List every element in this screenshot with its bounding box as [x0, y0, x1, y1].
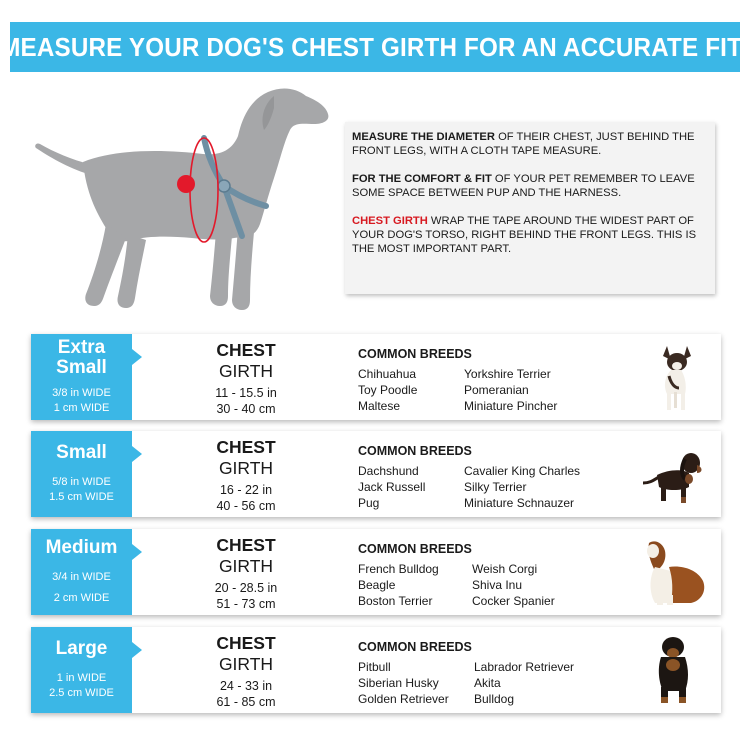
breed-item: Pomeranian: [464, 383, 529, 397]
girth-range-in: 16 - 22 in: [219, 483, 273, 497]
girth-range-in: 24 - 33 in: [219, 679, 273, 693]
strap-width-cm: 2.5 cm WIDE: [49, 687, 114, 699]
chest-girth: [201, 437, 291, 514]
breed-item: Labrador Retriever: [474, 660, 575, 674]
breed-item: Jack Russell: [358, 480, 426, 494]
girth-range-cm: 61 - 85 cm: [216, 695, 276, 709]
girth-title: CHEST: [216, 340, 276, 360]
instruction-chest-girth: CHEST GIRTH WRAP THE TAPE AROUND THE WIDEST PART OF YOUR DOG'S TORSO, RIGHT BEHIND THE FRONT LEGS. THIS IS THE MOST IMPORTANT PART.: [352, 214, 697, 256]
common-breeds: [358, 541, 628, 609]
girth-title: CHEST: [216, 633, 276, 653]
breed-item: Siberian Husky: [358, 676, 439, 690]
measuring-instructions: [345, 122, 715, 294]
girth-subtitle: GIRTH: [218, 361, 274, 381]
breed-item: Chihuahua: [358, 367, 417, 381]
breed-item: Golden Retriever: [358, 692, 449, 706]
size-name: Extra Small: [56, 337, 107, 378]
rottweiler-icon: [641, 635, 707, 707]
girth-title: CHEST: [216, 535, 276, 555]
girth-subtitle: GIRTH: [218, 654, 274, 674]
breeds-title: COMMON BREEDS: [358, 347, 472, 361]
breed-item: French Bulldog: [358, 562, 439, 576]
breed-item: Bulldog: [474, 692, 515, 706]
breed-list: [358, 659, 628, 707]
breed-item: Pug: [358, 496, 380, 510]
size-tag: [31, 627, 132, 713]
collie-icon: [641, 537, 707, 609]
strap-width-in: 3/4 in WIDE: [52, 571, 111, 583]
size-row-extra-small: [31, 334, 721, 420]
common-breeds: [358, 346, 628, 414]
strap-width-in: 1 in WIDE: [56, 672, 107, 684]
breed-item: Yorkshire Terrier: [464, 367, 551, 381]
breed-item: Maltese: [358, 399, 401, 413]
breed-item: Shiva Inu: [472, 578, 523, 592]
breeds-title: COMMON BREEDS: [358, 640, 472, 654]
breed-item: Miniature Schnauzer: [464, 496, 575, 510]
strap-width-in: 3/8 in WIDE: [52, 387, 111, 399]
size-row-large: [31, 627, 721, 713]
breed-item: Dachshund: [358, 464, 419, 478]
breed-item: Pitbull: [358, 660, 391, 674]
breed-item: Miniature Pincher: [464, 399, 558, 413]
harness-ring-icon: [218, 180, 230, 192]
chest-girth: [201, 535, 291, 612]
breed-item: Toy Poodle: [358, 383, 418, 397]
breeds-title: COMMON BREEDS: [358, 542, 472, 556]
dog-silhouette-illustration: [28, 78, 338, 328]
breed-list: [358, 366, 628, 414]
instruction-diameter: MEASURE THE DIAMETER OF THEIR CHEST, JUST BEHIND THE FRONT LEGS, WITH A CLOTH TAPE MEASURE.: [352, 131, 695, 158]
girth-title: CHEST: [216, 437, 276, 457]
size-tag: [31, 529, 132, 615]
size-name: Small: [56, 442, 107, 463]
chest-marker-icon: [177, 175, 195, 193]
title-banner: [0, 22, 750, 72]
dachshund-icon: [641, 439, 707, 511]
girth-range-cm: 40 - 56 cm: [216, 499, 276, 513]
breed-item: Cocker Spanier: [472, 594, 555, 608]
girth-range-in: 11 - 15.5 in: [215, 386, 277, 400]
breed-item: Silky Terrier: [464, 480, 527, 494]
instruction-comfort: FOR THE COMFORT & FIT OF YOUR PET REMEMBER TO LEAVE SOME SPACE BETWEEN PUP AND THE HARNESS.: [352, 172, 695, 200]
size-tag: [31, 431, 132, 517]
chihuahua-icon: [641, 342, 707, 414]
girth-range-cm: 51 - 73 cm: [216, 597, 276, 611]
breed-item: Weish Corgi: [472, 562, 538, 576]
size-name: Large: [55, 638, 108, 659]
chest-girth: [201, 633, 291, 710]
strap-width-cm: 2 cm WIDE: [53, 592, 110, 604]
page-title: MEASURE YOUR DOG'S CHEST GIRTH FOR AN ACCURATE FIT!: [0, 31, 750, 62]
girth-subtitle: GIRTH: [218, 458, 274, 478]
girth-range-in: 20 - 28.5 in: [214, 581, 278, 595]
girth-range-cm: 30 - 40 cm: [216, 402, 276, 416]
chest-girth: [201, 340, 291, 417]
breed-item: Beagle: [358, 578, 396, 592]
size-tag: [31, 334, 132, 420]
size-name: Medium: [45, 537, 118, 558]
breed-item: Cavalier King Charles: [464, 464, 581, 478]
strap-width-cm: 1.5 cm WIDE: [49, 491, 114, 503]
size-row-medium: [31, 529, 721, 615]
strap-width-in: 5/8 in WIDE: [52, 476, 111, 488]
dog-silhouette: [35, 89, 328, 310]
common-breeds: [358, 443, 628, 511]
strap-width-cm: 1 cm WIDE: [53, 402, 110, 414]
breed-item: Akita: [474, 676, 501, 690]
breeds-title: COMMON BREEDS: [358, 444, 472, 458]
size-row-small: [31, 431, 721, 517]
breed-list: [358, 561, 628, 609]
common-breeds: [358, 639, 628, 707]
girth-subtitle: GIRTH: [218, 556, 274, 576]
breed-item: Boston Terrier: [358, 594, 433, 608]
breed-list: [358, 463, 628, 511]
